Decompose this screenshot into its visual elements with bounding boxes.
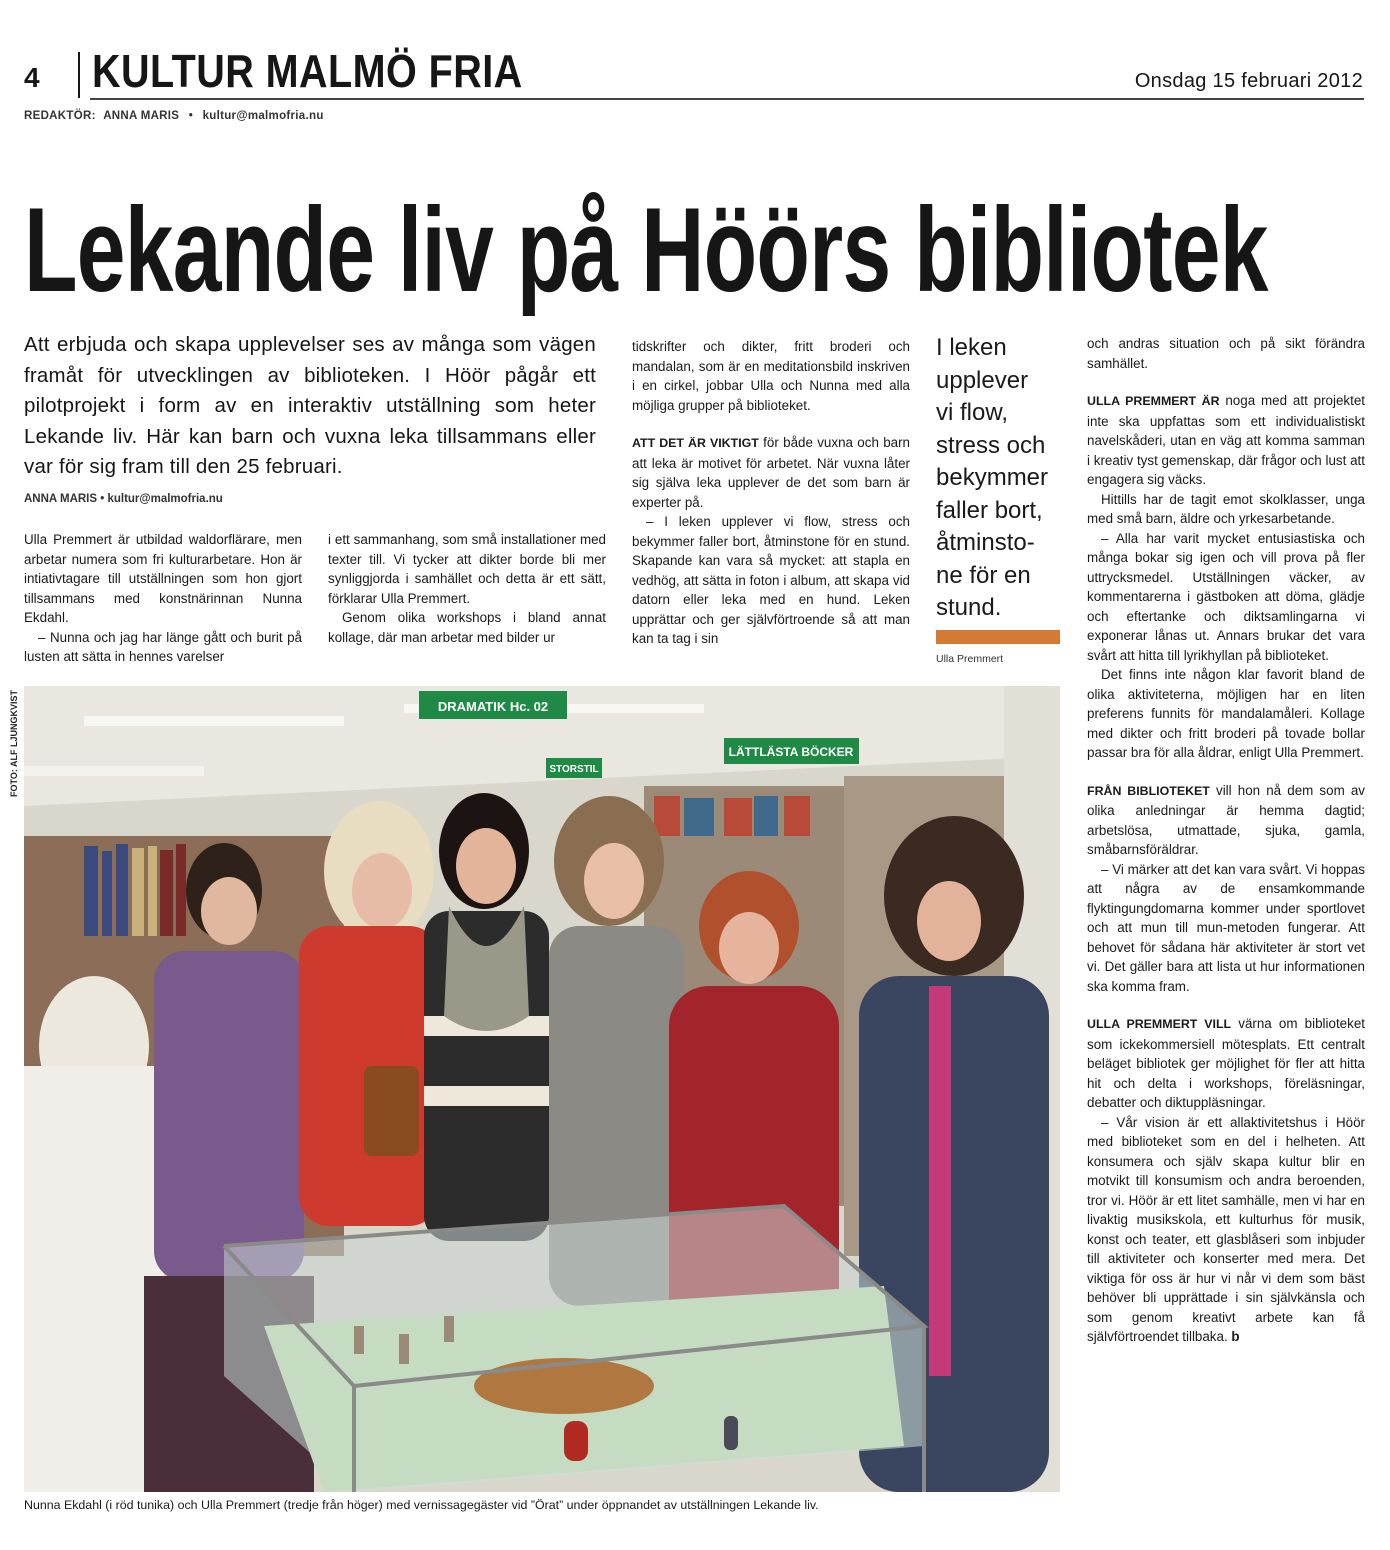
paragraph: Ulla Premmert är utbildad waldorflärare, men arbetar numera som fri kulturarbetare. Hon är intiativtagare till utställningen som hon gjort tillsammans med konstnärinnan Nunna Ekdahl. xyxy=(24,532,302,625)
subhead-lead: FRÅN BIBLIOTEKET xyxy=(1087,783,1210,798)
quote-line: upplever xyxy=(936,366,1029,394)
paragraph: Det finns inte någon klar favorit bland de olika aktiviteterna, möjligen har en liten preferens funnits för mandalamåleri. Kollage med dikter och fritt broderi på tovade bollar passar bra för alla åldrar, enligt Ulla Premmert. xyxy=(1087,667,1365,760)
article-column-1 xyxy=(24,530,302,667)
paragraph: tidskrifter och dikter, fritt broderi och mandalan, som är en meditationsbild inskriven i en cirkel, jobbar Ulla och Nunna med alla möjliga grupper på biblioteket. xyxy=(632,339,910,413)
paragraph: – Nunna och jag har länge gått och burit på lusten att sätta in hennes varelser xyxy=(24,629,302,664)
svg-text:STORSTIL: STORSTIL xyxy=(549,764,599,775)
quote-line: ne för en xyxy=(936,561,1031,589)
subhead-lead: ATT DET ÄR VIKTIGT xyxy=(632,436,759,450)
pull-quote xyxy=(936,332,1066,625)
editor-line xyxy=(24,110,324,122)
quote-line: bekymmer xyxy=(936,464,1049,491)
sign-lattlasta xyxy=(724,738,859,764)
paragraph: ATT DET ÄR VIKTIGT för både vuxna och barn att leka är motivet för arbetet. När vuxna låter sig själva leka upplever de det som barn är experter på. xyxy=(632,435,911,510)
issue-date: Onsdag 15 februari 2012 xyxy=(1134,70,1363,92)
svg-text:DRAMATIK Hc. 02: DRAMATIK Hc. 02 xyxy=(437,699,549,714)
paragraph: i ett sammanhang, som små installationer med texter till. Vi tycker att dikter borde bli mer synliggjorda i samhället och detta är ett sätt, förklarar Ulla Premmert. xyxy=(328,532,606,606)
article-column-5 xyxy=(1087,334,1365,1347)
paragraph: – I leken upplever vi flow, stress och bekymmer faller bort, åtminstone för en stund. Skapande kan vara så mycket: att stapla en vedhög, att sätta in foton i album, att skapa vid datorn eller leka med en hund. Leken upprättar och ger självförtroende så att man kan ta tag i sin xyxy=(632,514,910,646)
headline: Lekande liv på Höörs bibliotek xyxy=(24,183,1268,317)
quote-line: stund. xyxy=(936,594,1002,621)
subhead-lead: ULLA PREMMERT VILL xyxy=(1087,1017,1232,1031)
article-column-3 xyxy=(632,337,910,649)
byline: ANNA MARIS • kultur@malmofria.nu xyxy=(24,493,223,505)
photo-credit: FOTO: ALF LJUNGKVIST xyxy=(9,690,19,797)
quote-line: faller bort, xyxy=(936,496,1043,524)
article-column-2 xyxy=(328,530,606,647)
paragraph: Hittills har de tagit emot skolklasser, unga med små barn, äldre och yrkesarbetande. xyxy=(1087,491,1365,526)
quote-accent-bar xyxy=(936,630,1060,644)
quote-line: åtminsto- xyxy=(936,529,1035,556)
quote-source: Ulla Premmert xyxy=(936,653,1004,665)
sign-dramatik xyxy=(419,691,567,719)
editor-name: ANNA MARIS xyxy=(103,110,180,122)
paragraph: FRÅN BIBLIOTEKET vill hon nå dem som av olika anledningar är hemma dagtid; arbetslösa, utmattade, sjuka, gamla, småbarnsföräldrar. xyxy=(1087,782,1365,857)
editor-label: REDAKTÖR: xyxy=(24,110,96,122)
header-rule xyxy=(90,98,1364,100)
display-case xyxy=(224,1206,924,1492)
paragraph: – Vi märker att det kan vara svårt. Vi hoppas att några av de ensamkommande flyktingungdomarna kommer under sportlovet och att mun till mun-metoden fungerar. Att behovet för sådana här aktiviteter är stort vet vi. Det gäller bara att lista ut hur informationen ska komma fram. xyxy=(1087,861,1365,994)
quote-line: stress och xyxy=(936,431,1046,459)
editor-separator: • xyxy=(188,110,194,122)
editor-email[interactable]: kultur@malmofria.nu xyxy=(202,110,324,122)
sign-storstil xyxy=(546,758,602,778)
ingress: Att erbjuda och skapa upplevelser ses av många som vägen framåt för utvecklingen av biblioteken. I Höör pågår ett pilotprojekt i form av en interaktiv utställning som heter Lekande liv. Här kan barn och vuxna leka tillsammans eller var för sig fram till den 25 februari. xyxy=(24,333,596,478)
paragraph: och andras situation och på sikt förändra samhället. xyxy=(1087,336,1365,371)
section-title: KULTUR MALMÖ FRIA xyxy=(92,45,523,97)
quote-line: vi flow, xyxy=(936,399,1009,426)
end-mark: b xyxy=(1231,1329,1240,1344)
quote-line: I leken xyxy=(936,334,1007,361)
header-divider xyxy=(78,52,80,98)
article-photo xyxy=(24,686,1060,1492)
page-number: 4 xyxy=(24,62,40,93)
paragraph: ULLA PREMMERT VILL värna om biblioteket som ickekommersiell mötesplats. Ett centralt beläget bibliotek ger möjlighet för fler att hitta hit och delta i workshops, föreläsningar, debatter och diktuppläsningar. xyxy=(1087,1016,1365,1110)
photo-illustration xyxy=(24,686,1060,1492)
paragraph: – Alla har varit mycket entusiastiska och många bokar sig igen och vill prova på fler uttrycksmedel. Utställningen väcker, av kommentarerna i gästboken att döma, glädje och eftertanke och diktsamlingarna vi exponerar lånas ut. Annars brukar det vara svårt att hitta till lyrikhyllan på biblioteket. xyxy=(1087,530,1365,663)
paragraph: – Vår vision är ett allaktivitetshus i Höör med biblioteket som en del i helheten. Att konsumera och själv skapa kultur blir en motvikt till konsumism och andra beroenden, tror vi. Höör är ett litet samhälle, men vi har en livaktig musikskola, ett kulturhus för musik, konst och teater, ett glasblåseri som inbjuder till aktiviteter och konserter med mera. Det viktiga för oss är hur vi når vi dem som bäst behöver bli upprättade i sin självkänsla och som genom kreativt arbete kan få självförtroendet tillbaka. b xyxy=(1087,1114,1365,1344)
svg-text:LÄTTLÄSTA BÖCKER: LÄTTLÄSTA BÖCKER xyxy=(728,745,854,759)
photo-caption: Nunna Ekdahl (i röd tunika) och Ulla Premmert (tredje från höger) med vernissagegäster vid ”Örat” under öppnandet av utställningen Lekande liv. xyxy=(24,1498,819,1512)
subhead-lead: ULLA PREMMERT ÄR xyxy=(1087,394,1220,408)
paragraph: ULLA PREMMERT ÄR noga med att projektet inte ska uppfattas som ett individualistiskt navelskåderi, utan en väg att komma samman i kreativ tyst gemenskap, där frågor och lust att engagera sig väcks. xyxy=(1087,393,1365,487)
person-far-left xyxy=(24,976,164,1492)
paragraph: Genom olika workshops i bland annat kollage, där man arbetar med bilder ur xyxy=(328,610,606,645)
